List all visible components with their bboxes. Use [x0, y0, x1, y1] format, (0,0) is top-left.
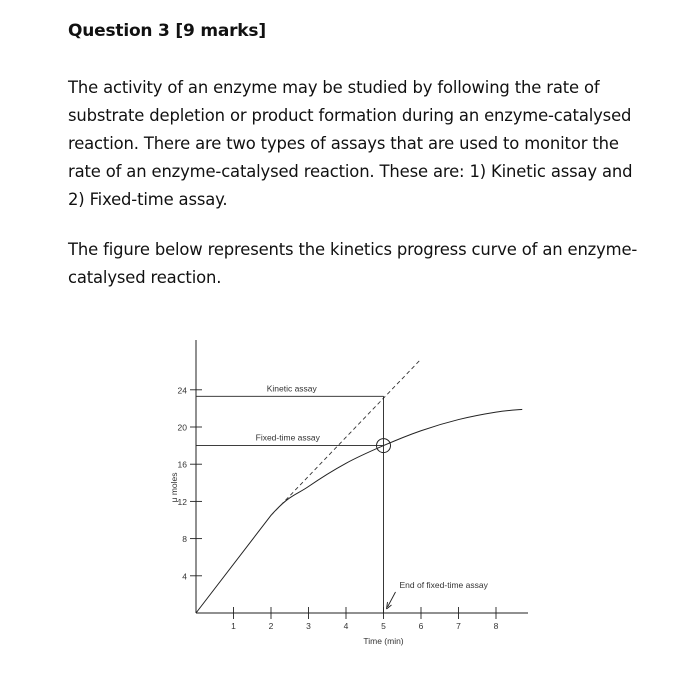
- x-tick-label: 1: [231, 621, 236, 631]
- annotation-arrow-head: [387, 602, 392, 609]
- question-title: Question 3 [9 marks]: [68, 21, 266, 41]
- plot-area: [196, 359, 522, 613]
- y-tick-label: 4: [182, 571, 187, 582]
- x-axis-title: Time (min): [363, 636, 404, 646]
- y-tick-label: 12: [177, 496, 187, 507]
- paragraph-line: substrate depletion or product formation during an enzyme-catalysed: [68, 106, 632, 125]
- x-tick-label: 6: [418, 621, 424, 631]
- paragraph-line: reaction. There are two types of assays that are used to monitor the: [68, 134, 619, 153]
- paragraph-line: The figure below represents the kinetics progress curve of an enzyme-: [68, 240, 638, 259]
- y-axis-title: μ moles: [169, 472, 179, 503]
- reference-line-label: Fixed-time assay: [255, 432, 320, 443]
- x-tick-label: 3: [306, 621, 311, 631]
- y-tick-label: 16: [177, 459, 187, 470]
- paragraph-line: catalysed reaction.: [68, 268, 222, 287]
- annotation-arrow-shaft: [388, 592, 396, 607]
- x-tick-label: 2: [268, 621, 274, 631]
- x-tick-label: 8: [493, 621, 499, 631]
- chart-labels: [169, 383, 499, 646]
- reference-line-label: Kinetic assay: [266, 383, 317, 394]
- y-tick-label: 24: [177, 385, 187, 396]
- x-tick-label: 7: [456, 621, 461, 631]
- x-tick-label: 4: [343, 621, 349, 631]
- paragraph-line: The activity of an enzyme may be studied by following the rate of: [68, 78, 600, 97]
- axes: [190, 340, 528, 619]
- paragraph-line: 2) Fixed-time assay.: [68, 190, 228, 209]
- y-tick-label: 20: [177, 422, 187, 433]
- y-tick-label: 8: [182, 534, 187, 545]
- paragraph-line: rate of an enzyme-catalysed reaction. These are: 1) Kinetic assay and: [68, 162, 633, 181]
- end-of-fixed-time-label: End of fixed-time assay: [399, 580, 488, 590]
- x-tick-label: 5: [381, 621, 386, 631]
